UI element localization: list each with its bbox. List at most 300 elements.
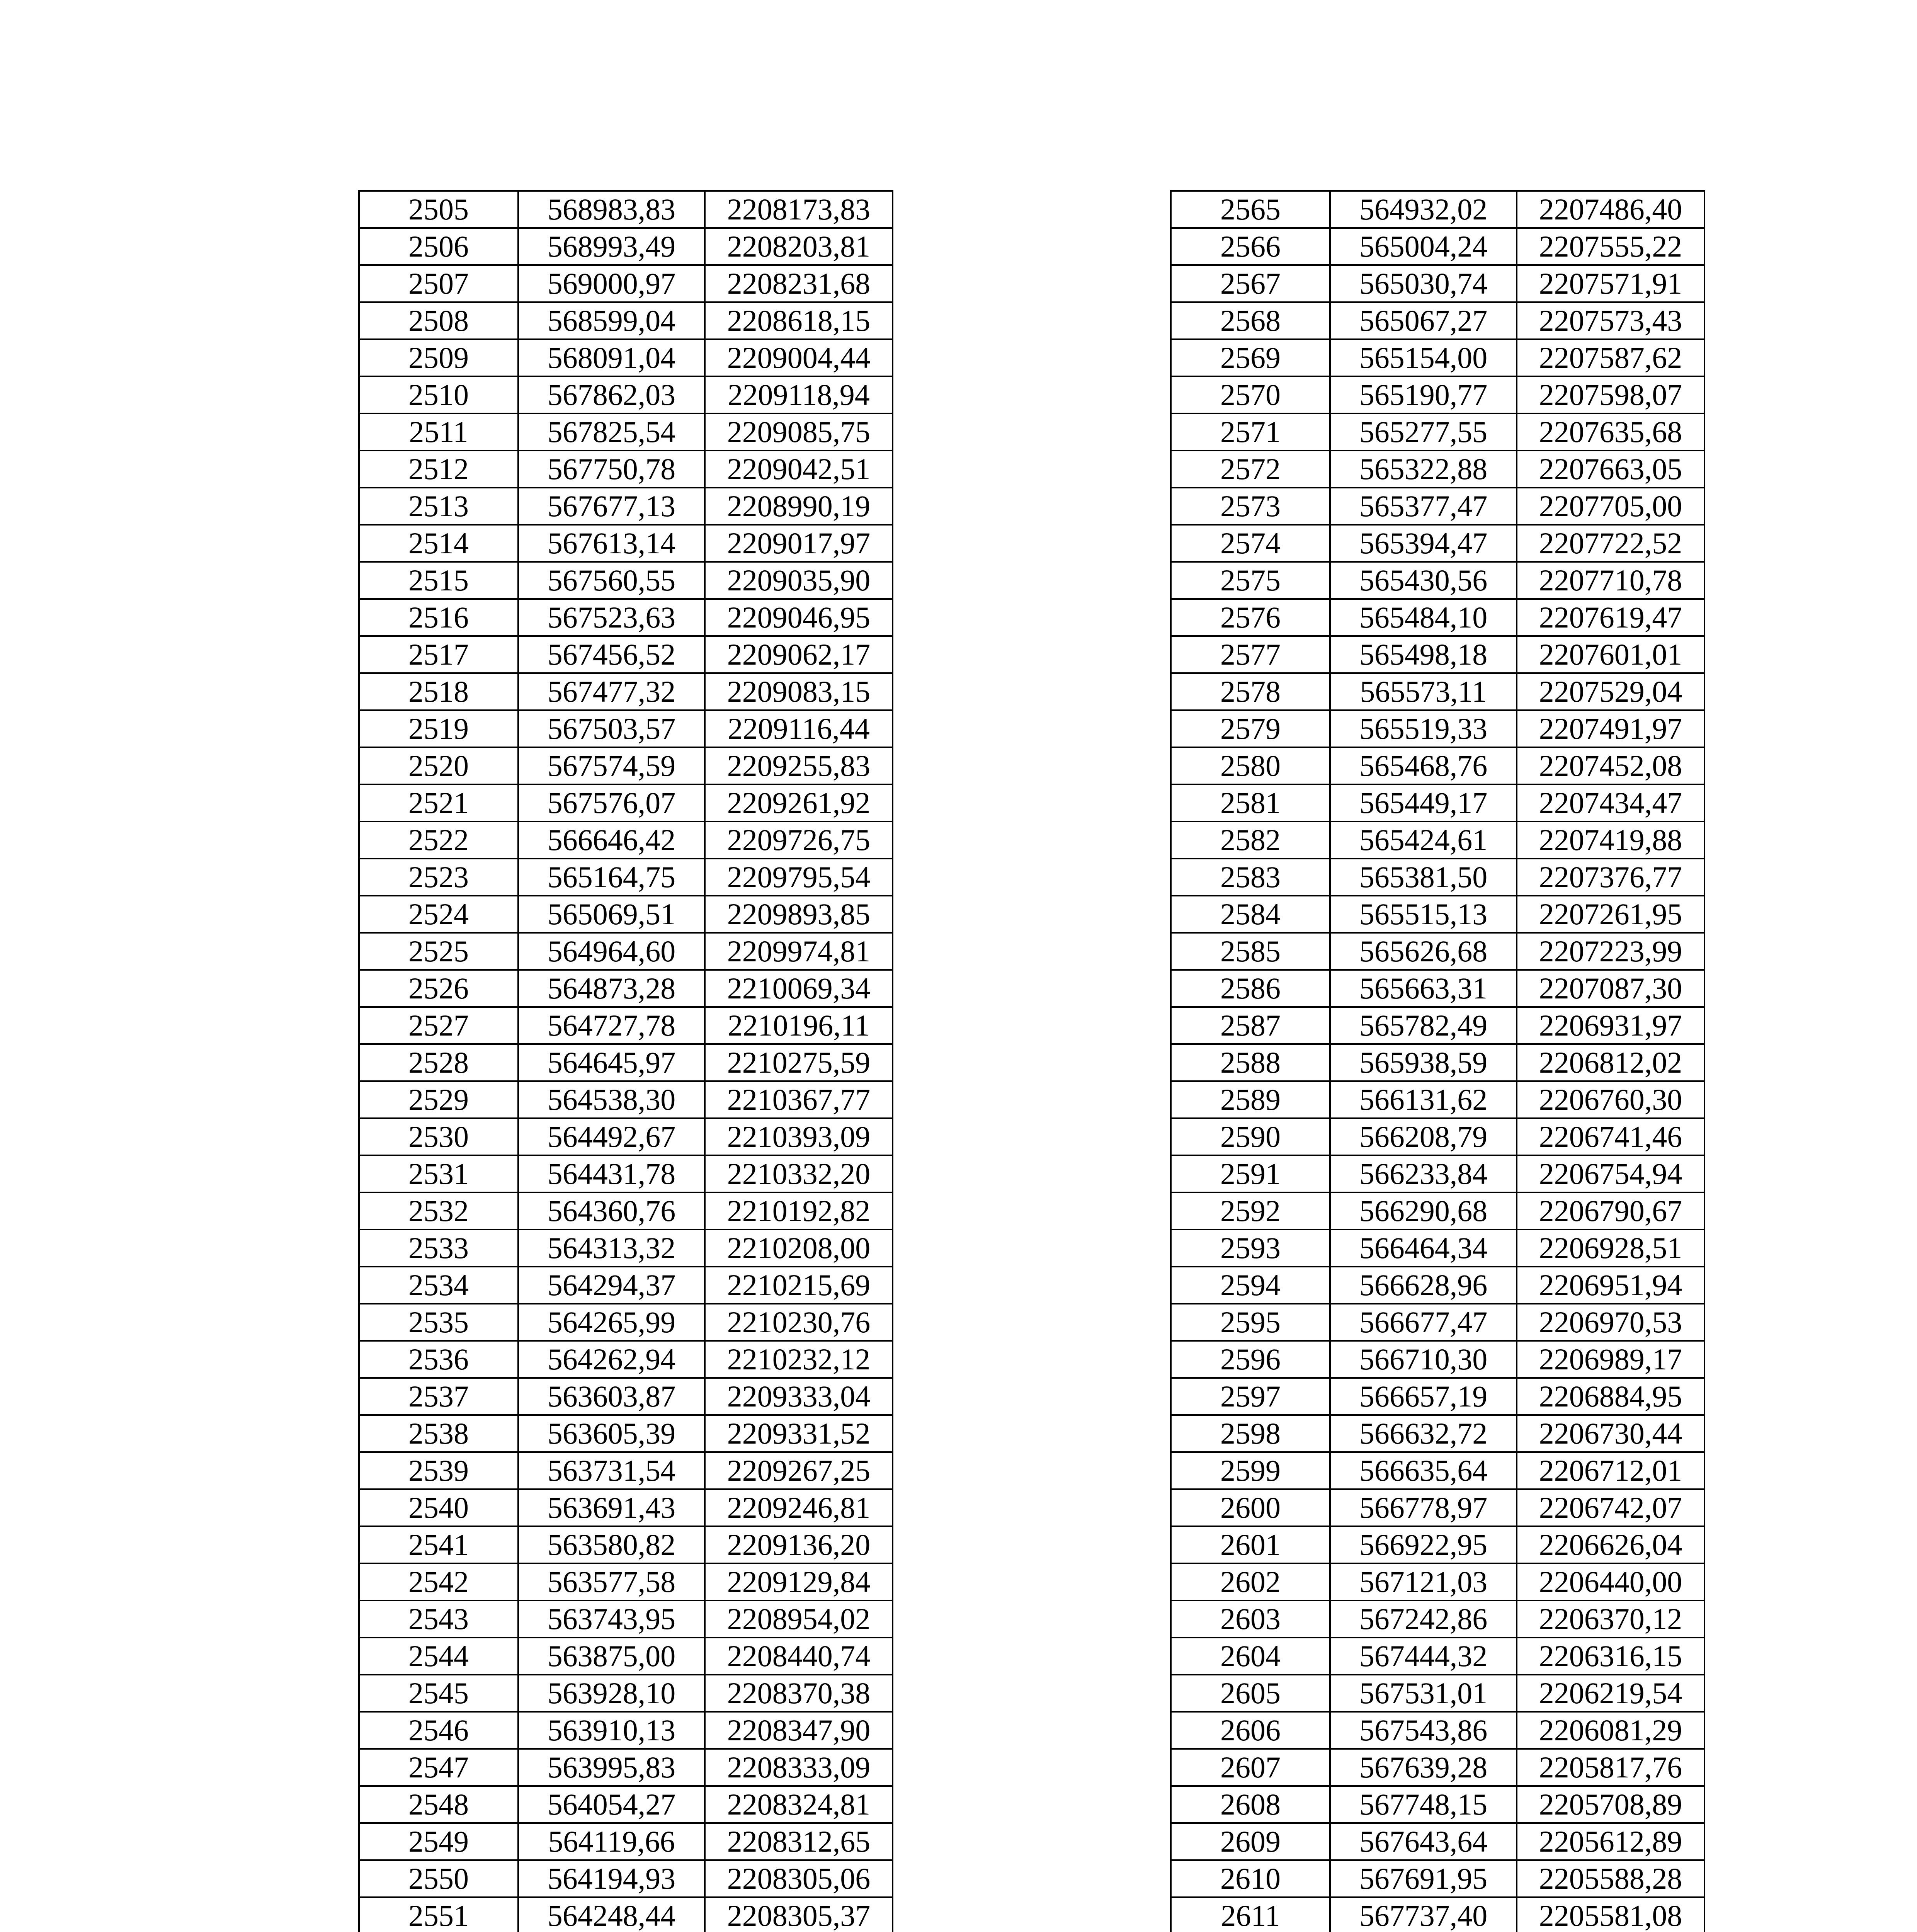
y-coordinate-cell: 2209017,97 <box>705 525 893 562</box>
y-coordinate-cell: 2209726,75 <box>705 821 893 859</box>
table-row <box>359 1007 893 1044</box>
table-row <box>359 1563 893 1600</box>
table-row <box>1171 1786 1704 1823</box>
y-coordinate-cell: 2206812,02 <box>1517 1044 1704 1081</box>
table-row <box>1171 525 1704 562</box>
table-row <box>359 1230 893 1267</box>
table-row <box>359 1897 893 1932</box>
point-number-cell: 2592 <box>1171 1192 1330 1230</box>
y-coordinate-cell: 2208203,81 <box>705 228 893 265</box>
x-coordinate-cell: 565277,55 <box>1330 413 1517 451</box>
point-number-cell: 2602 <box>1171 1563 1330 1600</box>
x-coordinate-cell: 563580,82 <box>518 1526 705 1563</box>
table-row <box>1171 1118 1704 1155</box>
y-coordinate-cell: 2209062,17 <box>705 636 893 673</box>
point-number-cell: 2594 <box>1171 1267 1330 1304</box>
table-row <box>359 451 893 488</box>
x-coordinate-cell: 567444,32 <box>1330 1638 1517 1675</box>
table-row <box>359 599 893 636</box>
y-coordinate-cell: 2207601,01 <box>1517 636 1704 673</box>
point-number-cell: 2522 <box>359 821 518 859</box>
x-coordinate-cell: 567677,13 <box>518 488 705 525</box>
y-coordinate-cell: 2210367,77 <box>705 1081 893 1118</box>
point-number-cell: 2589 <box>1171 1081 1330 1118</box>
x-coordinate-cell: 566131,62 <box>1330 1081 1517 1118</box>
point-number-cell: 2571 <box>1171 413 1330 451</box>
y-coordinate-cell: 2207571,91 <box>1517 265 1704 302</box>
coordinates-table-left-body <box>359 191 893 1932</box>
point-number-cell: 2526 <box>359 970 518 1007</box>
point-number-cell: 2604 <box>1171 1638 1330 1675</box>
table-row <box>1171 562 1704 599</box>
y-coordinate-cell: 2205588,28 <box>1517 1860 1704 1897</box>
x-coordinate-cell: 564248,44 <box>518 1897 705 1932</box>
y-coordinate-cell: 2210230,76 <box>705 1304 893 1341</box>
table-row <box>359 821 893 859</box>
table-row <box>1171 1712 1704 1749</box>
y-coordinate-cell: 2210275,59 <box>705 1044 893 1081</box>
point-number-cell: 2573 <box>1171 488 1330 525</box>
y-coordinate-cell: 2206440,00 <box>1517 1563 1704 1600</box>
table-row <box>1171 302 1704 339</box>
y-coordinate-cell: 2208231,68 <box>705 265 893 302</box>
x-coordinate-cell: 565626,68 <box>1330 933 1517 970</box>
table-row <box>1171 747 1704 784</box>
table-row <box>359 933 893 970</box>
point-number-cell: 2507 <box>359 265 518 302</box>
table-row <box>359 1526 893 1563</box>
y-coordinate-cell: 2206626,04 <box>1517 1526 1704 1563</box>
y-coordinate-cell: 2209116,44 <box>705 710 893 747</box>
y-coordinate-cell: 2207419,88 <box>1517 821 1704 859</box>
point-number-cell: 2599 <box>1171 1452 1330 1489</box>
y-coordinate-cell: 2207555,22 <box>1517 228 1704 265</box>
x-coordinate-cell: 564964,60 <box>518 933 705 970</box>
x-coordinate-cell: 568091,04 <box>518 339 705 376</box>
x-coordinate-cell: 567531,01 <box>1330 1675 1517 1712</box>
y-coordinate-cell: 2208347,90 <box>705 1712 893 1749</box>
table-row <box>359 191 893 228</box>
y-coordinate-cell: 2208618,15 <box>705 302 893 339</box>
x-coordinate-cell: 565154,00 <box>1330 339 1517 376</box>
table-row <box>1171 339 1704 376</box>
point-number-cell: 2588 <box>1171 1044 1330 1081</box>
y-coordinate-cell: 2209035,90 <box>705 562 893 599</box>
x-coordinate-cell: 567862,03 <box>518 376 705 413</box>
y-coordinate-cell: 2208954,02 <box>705 1600 893 1638</box>
point-number-cell: 2579 <box>1171 710 1330 747</box>
y-coordinate-cell: 2205708,89 <box>1517 1786 1704 1823</box>
x-coordinate-cell: 565468,76 <box>1330 747 1517 784</box>
table-row <box>359 1638 893 1675</box>
point-number-cell: 2600 <box>1171 1489 1330 1526</box>
table-row <box>359 1081 893 1118</box>
y-coordinate-cell: 2209004,44 <box>705 339 893 376</box>
x-coordinate-cell: 564313,32 <box>518 1230 705 1267</box>
table-row <box>359 1823 893 1860</box>
table-row <box>1171 1638 1704 1675</box>
x-coordinate-cell: 564262,94 <box>518 1341 705 1378</box>
x-coordinate-cell: 566464,34 <box>1330 1230 1517 1267</box>
point-number-cell: 2581 <box>1171 784 1330 821</box>
x-coordinate-cell: 565449,17 <box>1330 784 1517 821</box>
table-row <box>1171 821 1704 859</box>
x-coordinate-cell: 565430,56 <box>1330 562 1517 599</box>
y-coordinate-cell: 2209267,25 <box>705 1452 893 1489</box>
point-number-cell: 2607 <box>1171 1749 1330 1786</box>
x-coordinate-cell: 566677,47 <box>1330 1304 1517 1341</box>
point-number-cell: 2521 <box>359 784 518 821</box>
point-number-cell: 2569 <box>1171 339 1330 376</box>
y-coordinate-cell: 2209129,84 <box>705 1563 893 1600</box>
table-row <box>1171 1341 1704 1378</box>
y-coordinate-cell: 2206370,12 <box>1517 1600 1704 1638</box>
x-coordinate-cell: 569000,97 <box>518 265 705 302</box>
x-coordinate-cell: 565190,77 <box>1330 376 1517 413</box>
table-row <box>1171 376 1704 413</box>
y-coordinate-cell: 2207587,62 <box>1517 339 1704 376</box>
x-coordinate-cell: 566632,72 <box>1330 1415 1517 1452</box>
x-coordinate-cell: 563875,00 <box>518 1638 705 1675</box>
table-row <box>359 747 893 784</box>
x-coordinate-cell: 567574,59 <box>518 747 705 784</box>
x-coordinate-cell: 565004,24 <box>1330 228 1517 265</box>
point-number-cell: 2516 <box>359 599 518 636</box>
point-number-cell: 2527 <box>359 1007 518 1044</box>
y-coordinate-cell: 2206219,54 <box>1517 1675 1704 1712</box>
y-coordinate-cell: 2209136,20 <box>705 1526 893 1563</box>
coordinates-table-right <box>1170 190 1705 1932</box>
y-coordinate-cell: 2207710,78 <box>1517 562 1704 599</box>
x-coordinate-cell: 567121,03 <box>1330 1563 1517 1600</box>
y-coordinate-cell: 2210232,12 <box>705 1341 893 1378</box>
point-number-cell: 2508 <box>359 302 518 339</box>
point-number-cell: 2595 <box>1171 1304 1330 1341</box>
y-coordinate-cell: 2207223,99 <box>1517 933 1704 970</box>
point-number-cell: 2537 <box>359 1378 518 1415</box>
x-coordinate-cell: 565663,31 <box>1330 970 1517 1007</box>
table-row <box>1171 265 1704 302</box>
x-coordinate-cell: 563691,43 <box>518 1489 705 1526</box>
table-row <box>359 376 893 413</box>
point-number-cell: 2570 <box>1171 376 1330 413</box>
point-number-cell: 2523 <box>359 859 518 896</box>
y-coordinate-cell: 2209333,04 <box>705 1378 893 1415</box>
y-coordinate-cell: 2207434,47 <box>1517 784 1704 821</box>
point-number-cell: 2538 <box>359 1415 518 1452</box>
point-number-cell: 2611 <box>1171 1897 1330 1932</box>
x-coordinate-cell: 567456,52 <box>518 636 705 673</box>
point-number-cell: 2550 <box>359 1860 518 1897</box>
x-coordinate-cell: 565519,33 <box>1330 710 1517 747</box>
y-coordinate-cell: 2210192,82 <box>705 1192 893 1230</box>
table-row <box>359 1600 893 1638</box>
y-coordinate-cell: 2207619,47 <box>1517 599 1704 636</box>
x-coordinate-cell: 564119,66 <box>518 1823 705 1860</box>
table-row <box>1171 228 1704 265</box>
x-coordinate-cell: 564932,02 <box>1330 191 1517 228</box>
y-coordinate-cell: 2208990,19 <box>705 488 893 525</box>
y-coordinate-cell: 2209255,83 <box>705 747 893 784</box>
point-number-cell: 2597 <box>1171 1378 1330 1415</box>
x-coordinate-cell: 564431,78 <box>518 1155 705 1192</box>
y-coordinate-cell: 2208370,38 <box>705 1675 893 1712</box>
point-number-cell: 2511 <box>359 413 518 451</box>
x-coordinate-cell: 566657,19 <box>1330 1378 1517 1415</box>
y-coordinate-cell: 2206742,07 <box>1517 1489 1704 1526</box>
x-coordinate-cell: 566290,68 <box>1330 1192 1517 1230</box>
point-number-cell: 2585 <box>1171 933 1330 970</box>
y-coordinate-cell: 2209893,85 <box>705 896 893 933</box>
table-row <box>1171 1823 1704 1860</box>
point-number-cell: 2542 <box>359 1563 518 1600</box>
point-number-cell: 2546 <box>359 1712 518 1749</box>
table-row <box>1171 451 1704 488</box>
point-number-cell: 2520 <box>359 747 518 784</box>
point-number-cell: 2590 <box>1171 1118 1330 1155</box>
point-number-cell: 2549 <box>359 1823 518 1860</box>
table-row <box>359 1155 893 1192</box>
x-coordinate-cell: 565377,47 <box>1330 488 1517 525</box>
point-number-cell: 2512 <box>359 451 518 488</box>
x-coordinate-cell: 567560,55 <box>518 562 705 599</box>
table-row <box>359 413 893 451</box>
x-coordinate-cell: 567477,32 <box>518 673 705 710</box>
table-row <box>1171 933 1704 970</box>
table-row <box>1171 673 1704 710</box>
table-row <box>1171 1044 1704 1081</box>
point-number-cell: 2610 <box>1171 1860 1330 1897</box>
point-number-cell: 2530 <box>359 1118 518 1155</box>
table-row <box>1171 859 1704 896</box>
y-coordinate-cell: 2206790,67 <box>1517 1192 1704 1230</box>
point-number-cell: 2598 <box>1171 1415 1330 1452</box>
point-number-cell: 2525 <box>359 933 518 970</box>
point-number-cell: 2540 <box>359 1489 518 1526</box>
x-coordinate-cell: 567242,86 <box>1330 1600 1517 1638</box>
point-number-cell: 2524 <box>359 896 518 933</box>
point-number-cell: 2608 <box>1171 1786 1330 1823</box>
point-number-cell: 2601 <box>1171 1526 1330 1563</box>
point-number-cell: 2606 <box>1171 1712 1330 1749</box>
x-coordinate-cell: 566233,84 <box>1330 1155 1517 1192</box>
x-coordinate-cell: 566922,95 <box>1330 1526 1517 1563</box>
coordinates-table-left <box>358 190 893 1932</box>
point-number-cell: 2539 <box>359 1452 518 1489</box>
point-number-cell: 2582 <box>1171 821 1330 859</box>
table-row <box>1171 1230 1704 1267</box>
table-row <box>1171 1526 1704 1563</box>
table-row <box>359 1415 893 1452</box>
point-number-cell: 2568 <box>1171 302 1330 339</box>
x-coordinate-cell: 563910,13 <box>518 1712 705 1749</box>
point-number-cell: 2577 <box>1171 636 1330 673</box>
y-coordinate-cell: 2210215,69 <box>705 1267 893 1304</box>
x-coordinate-cell: 565164,75 <box>518 859 705 896</box>
table-row <box>1171 1675 1704 1712</box>
y-coordinate-cell: 2207598,07 <box>1517 376 1704 413</box>
table-row <box>359 673 893 710</box>
y-coordinate-cell: 2209795,54 <box>705 859 893 896</box>
table-row <box>359 1786 893 1823</box>
table-row <box>359 488 893 525</box>
x-coordinate-cell: 567576,07 <box>518 784 705 821</box>
point-number-cell: 2506 <box>359 228 518 265</box>
point-number-cell: 2519 <box>359 710 518 747</box>
table-row <box>359 302 893 339</box>
x-coordinate-cell: 565782,49 <box>1330 1007 1517 1044</box>
x-coordinate-cell: 566778,97 <box>1330 1489 1517 1526</box>
table-row <box>1171 1415 1704 1452</box>
x-coordinate-cell: 567643,64 <box>1330 1823 1517 1860</box>
point-number-cell: 2575 <box>1171 562 1330 599</box>
x-coordinate-cell: 563603,87 <box>518 1378 705 1415</box>
point-number-cell: 2576 <box>1171 599 1330 636</box>
x-coordinate-cell: 565394,47 <box>1330 525 1517 562</box>
x-coordinate-cell: 563731,54 <box>518 1452 705 1489</box>
coordinates-table-right-body <box>1171 191 1704 1932</box>
table-row <box>359 859 893 896</box>
x-coordinate-cell: 564194,93 <box>518 1860 705 1897</box>
x-coordinate-cell: 563743,95 <box>518 1600 705 1638</box>
y-coordinate-cell: 2209974,81 <box>705 933 893 970</box>
y-coordinate-cell: 2208324,81 <box>705 1786 893 1823</box>
table-row <box>1171 1600 1704 1638</box>
y-coordinate-cell: 2207376,77 <box>1517 859 1704 896</box>
point-number-cell: 2531 <box>359 1155 518 1192</box>
x-coordinate-cell: 566208,79 <box>1330 1118 1517 1155</box>
y-coordinate-cell: 2207705,00 <box>1517 488 1704 525</box>
x-coordinate-cell: 566646,42 <box>518 821 705 859</box>
y-coordinate-cell: 2208312,65 <box>705 1823 893 1860</box>
x-coordinate-cell: 567691,95 <box>1330 1860 1517 1897</box>
point-number-cell: 2517 <box>359 636 518 673</box>
point-number-cell: 2605 <box>1171 1675 1330 1712</box>
x-coordinate-cell: 567523,63 <box>518 599 705 636</box>
point-number-cell: 2587 <box>1171 1007 1330 1044</box>
y-coordinate-cell: 2210393,09 <box>705 1118 893 1155</box>
point-number-cell: 2528 <box>359 1044 518 1081</box>
point-number-cell: 2603 <box>1171 1600 1330 1638</box>
table-row <box>1171 896 1704 933</box>
y-coordinate-cell: 2206081,29 <box>1517 1712 1704 1749</box>
point-number-cell: 2547 <box>359 1749 518 1786</box>
y-coordinate-cell: 2206884,95 <box>1517 1378 1704 1415</box>
point-number-cell: 2541 <box>359 1526 518 1563</box>
y-coordinate-cell: 2206989,17 <box>1517 1341 1704 1378</box>
table-row <box>359 1044 893 1081</box>
x-coordinate-cell: 567825,54 <box>518 413 705 451</box>
y-coordinate-cell: 2207722,52 <box>1517 525 1704 562</box>
y-coordinate-cell: 2208305,37 <box>705 1897 893 1932</box>
x-coordinate-cell: 565573,11 <box>1330 673 1517 710</box>
table-row <box>359 636 893 673</box>
table-row <box>1171 1860 1704 1897</box>
y-coordinate-cell: 2209246,81 <box>705 1489 893 1526</box>
table-row <box>1171 1452 1704 1489</box>
y-coordinate-cell: 2206760,30 <box>1517 1081 1704 1118</box>
x-coordinate-cell: 567750,78 <box>518 451 705 488</box>
y-coordinate-cell: 2207663,05 <box>1517 451 1704 488</box>
point-number-cell: 2515 <box>359 562 518 599</box>
x-coordinate-cell: 564265,99 <box>518 1304 705 1341</box>
y-coordinate-cell: 2206951,94 <box>1517 1267 1704 1304</box>
x-coordinate-cell: 565938,59 <box>1330 1044 1517 1081</box>
table-row <box>1171 1155 1704 1192</box>
table-row <box>359 784 893 821</box>
x-coordinate-cell: 565381,50 <box>1330 859 1517 896</box>
table-row <box>1171 970 1704 1007</box>
point-number-cell: 2544 <box>359 1638 518 1675</box>
table-row <box>359 1860 893 1897</box>
table-row <box>1171 191 1704 228</box>
x-coordinate-cell: 565322,88 <box>1330 451 1517 488</box>
y-coordinate-cell: 2209083,15 <box>705 673 893 710</box>
table-row <box>1171 636 1704 673</box>
table-row <box>359 1304 893 1341</box>
y-coordinate-cell: 2207573,43 <box>1517 302 1704 339</box>
y-coordinate-cell: 2206741,46 <box>1517 1118 1704 1155</box>
y-coordinate-cell: 2208440,74 <box>705 1638 893 1675</box>
y-coordinate-cell: 2208333,09 <box>705 1749 893 1786</box>
point-number-cell: 2566 <box>1171 228 1330 265</box>
point-number-cell: 2593 <box>1171 1230 1330 1267</box>
table-row <box>1171 1081 1704 1118</box>
x-coordinate-cell: 568993,49 <box>518 228 705 265</box>
table-row <box>359 1378 893 1415</box>
y-coordinate-cell: 2206970,53 <box>1517 1304 1704 1341</box>
point-number-cell: 2536 <box>359 1341 518 1378</box>
y-coordinate-cell: 2209046,95 <box>705 599 893 636</box>
table-row <box>1171 1007 1704 1044</box>
x-coordinate-cell: 563605,39 <box>518 1415 705 1452</box>
point-number-cell: 2580 <box>1171 747 1330 784</box>
table-row <box>1171 1304 1704 1341</box>
point-number-cell: 2583 <box>1171 859 1330 896</box>
table-row <box>359 1118 893 1155</box>
y-coordinate-cell: 2205581,08 <box>1517 1897 1704 1932</box>
point-number-cell: 2578 <box>1171 673 1330 710</box>
table-row <box>359 1341 893 1378</box>
x-coordinate-cell: 565067,27 <box>1330 302 1517 339</box>
point-number-cell: 2510 <box>359 376 518 413</box>
point-number-cell: 2535 <box>359 1304 518 1341</box>
x-coordinate-cell: 563577,58 <box>518 1563 705 1600</box>
point-number-cell: 2514 <box>359 525 518 562</box>
y-coordinate-cell: 2206931,97 <box>1517 1007 1704 1044</box>
x-coordinate-cell: 564645,97 <box>518 1044 705 1081</box>
x-coordinate-cell: 564294,37 <box>518 1267 705 1304</box>
point-number-cell: 2543 <box>359 1600 518 1638</box>
table-row <box>359 228 893 265</box>
x-coordinate-cell: 564873,28 <box>518 970 705 1007</box>
table-row <box>359 970 893 1007</box>
table-row <box>1171 1749 1704 1786</box>
y-coordinate-cell: 2206712,01 <box>1517 1452 1704 1489</box>
point-number-cell: 2532 <box>359 1192 518 1230</box>
table-row <box>1171 599 1704 636</box>
point-number-cell: 2609 <box>1171 1823 1330 1860</box>
x-coordinate-cell: 567748,15 <box>1330 1786 1517 1823</box>
x-coordinate-cell: 563928,10 <box>518 1675 705 1712</box>
x-coordinate-cell: 565030,74 <box>1330 265 1517 302</box>
x-coordinate-cell: 565069,51 <box>518 896 705 933</box>
table-row <box>1171 488 1704 525</box>
table-row <box>1171 413 1704 451</box>
table-row <box>359 1452 893 1489</box>
point-number-cell: 2529 <box>359 1081 518 1118</box>
table-row <box>1171 1897 1704 1932</box>
